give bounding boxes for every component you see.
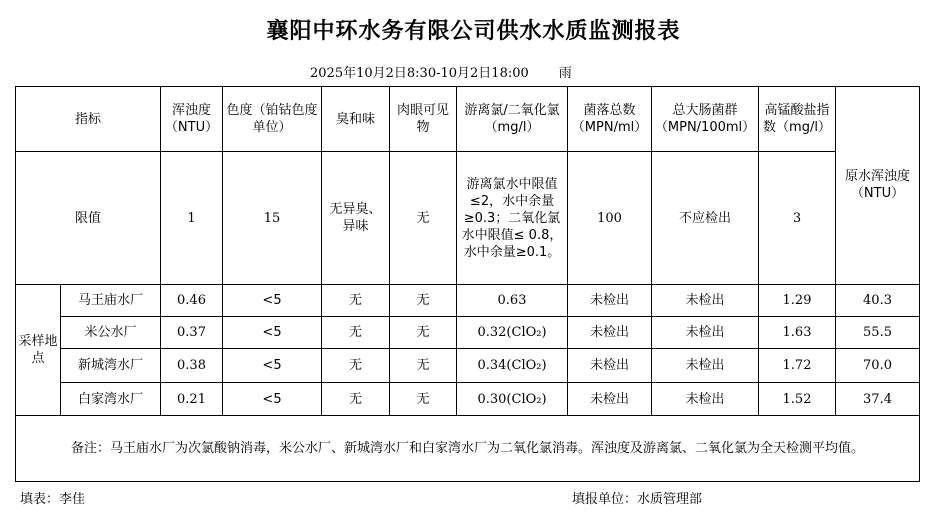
chlorine-value: 0.32(ClO₂) [457, 317, 568, 349]
table-row [16, 284, 920, 316]
limit-turbidity: 1 [161, 152, 223, 285]
header-odor: 臭和味 [322, 87, 390, 152]
visible-value: 无 [390, 317, 457, 349]
coliform-value: 未检出 [652, 317, 759, 349]
color-value: <5 [223, 349, 322, 383]
header-visible: 肉眼可见物 [390, 87, 457, 152]
limit-odor: 无异臭、异味 [322, 152, 390, 285]
header-raw-turbidity: 原水浑浊度（NTU） [836, 87, 920, 285]
turbidity-value: 0.21 [161, 383, 223, 415]
coliform-value: 未检出 [652, 349, 759, 383]
permanganate-value: 1.72 [759, 349, 836, 383]
limit-colony: 100 [568, 152, 652, 285]
raw-turbidity-value: 70.0 [836, 349, 920, 383]
table-row [16, 349, 920, 383]
visible-value: 无 [390, 349, 457, 383]
odor-value: 无 [322, 383, 390, 415]
color-value: <5 [223, 317, 322, 349]
coliform-value: 未检出 [652, 284, 759, 316]
chlorine-value: 0.30(ClO₂) [457, 383, 568, 415]
header-turbidity: 浑浊度（NTU） [161, 87, 223, 152]
limit-color: 15 [223, 152, 322, 285]
odor-value: 无 [322, 349, 390, 383]
note-text: 备注：马王庙水厂为次氯酸钠消毒，米公水厂、新城湾水厂和白家湾水厂为二氧化氯消毒。浑浊度及游离氯、二氧化氯为全天检测平均值。 [16, 415, 920, 481]
reporting-unit: 填报单位：水质管理部 [572, 492, 703, 507]
header-chlorine: 游离氯/二氧化氯（mg/l） [457, 87, 568, 152]
colony-value: 未检出 [568, 317, 652, 349]
turbidity-value: 0.38 [161, 349, 223, 383]
chlorine-value: 0.63 [457, 284, 568, 316]
odor-value: 无 [322, 317, 390, 349]
limit-chlorine: 游离氯水中限值 ≤2，水中余量≥0.3；二氧化氯水中限值≤ 0.8，水中余量≥0.1。 [457, 152, 568, 285]
permanganate-value: 1.29 [759, 284, 836, 316]
colony-value: 未检出 [568, 349, 652, 383]
report-datetime [310, 62, 572, 81]
limit-coliform: 不应检出 [652, 152, 759, 285]
datetime-text: 2025年10月2日8:30-10月2日18:00 [310, 66, 529, 81]
chlorine-value: 0.34(ClO₂) [457, 349, 568, 383]
color-value: <5 [223, 383, 322, 415]
report-title: 襄阳中环水务有限公司供水水质监测报表 [266, 19, 681, 44]
weather-text: 雨 [558, 66, 572, 81]
sampling-label: 采样地点 [16, 284, 61, 415]
site-name: 白家湾水厂 [61, 383, 161, 415]
header-coliform: 总大肠菌群（MPN/100ml） [652, 87, 759, 152]
permanganate-value: 1.63 [759, 317, 836, 349]
raw-turbidity-value: 55.5 [836, 317, 920, 349]
turbidity-value: 0.46 [161, 284, 223, 316]
note-row [16, 415, 920, 481]
limit-visible: 无 [390, 152, 457, 285]
raw-turbidity-value: 37.4 [836, 383, 920, 415]
site-name: 米公水厂 [61, 317, 161, 349]
header-row [16, 87, 920, 152]
visible-value: 无 [390, 383, 457, 415]
limit-label: 限值 [16, 152, 161, 285]
header-permanganate: 高锰酸盐指数（mg/l） [759, 87, 836, 152]
site-name: 马王庙水厂 [61, 284, 161, 316]
site-name: 新城湾水厂 [61, 349, 161, 383]
header-indicator: 指标 [16, 87, 161, 152]
limit-permanganate: 3 [759, 152, 836, 285]
turbidity-value: 0.37 [161, 317, 223, 349]
limit-row [16, 152, 920, 285]
colony-value: 未检出 [568, 383, 652, 415]
header-colony: 菌落总数（MPN/ml） [568, 87, 652, 152]
color-value: <5 [223, 284, 322, 316]
visible-value: 无 [390, 284, 457, 316]
water-quality-table [15, 86, 920, 482]
coliform-value: 未检出 [652, 383, 759, 415]
raw-turbidity-value: 40.3 [836, 284, 920, 316]
table-row [16, 317, 920, 349]
filled-by: 填表：李佳 [20, 492, 86, 507]
colony-value: 未检出 [568, 284, 652, 316]
table-row [16, 383, 920, 415]
permanganate-value: 1.52 [759, 383, 836, 415]
odor-value: 无 [322, 284, 390, 316]
header-color: 色度（铂钴色度单位） [223, 87, 322, 152]
